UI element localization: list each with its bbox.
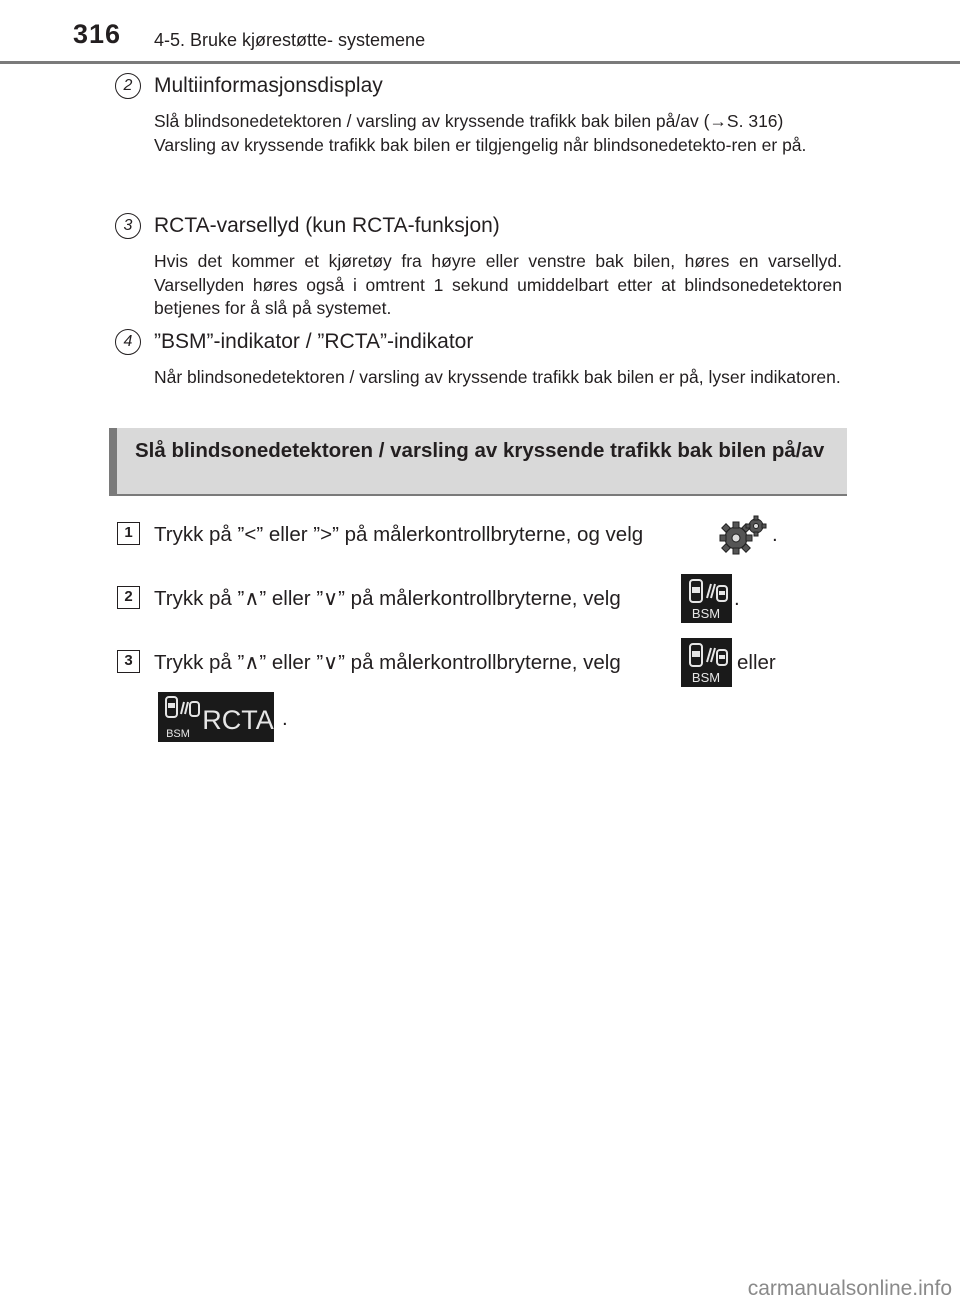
- banner-title: Slå blindsonedetektoren / varsling av kryssende trafikk bak bilen på/av: [135, 439, 825, 462]
- rcta-icon-sub-label: BSM: [166, 728, 190, 740]
- bsm-menu-icon: [681, 638, 732, 687]
- watermark: carmanualsonline.info: [747, 1277, 952, 1300]
- step-instruction: Trykk på ”∧” eller ”∨” på målerkontrollbryterne, velg: [154, 651, 621, 674]
- page-number: 316: [73, 19, 122, 49]
- rcta-icon-label: RCTA: [202, 705, 274, 735]
- callout-marker-3: 3: [115, 213, 141, 239]
- bsm-icon-label: BSM: [691, 606, 721, 621]
- settings-gear-icon: [716, 513, 772, 557]
- item-title-indikator: ”BSM”-indikator / ”RCTA”-indikator: [154, 330, 474, 353]
- step-text-2: [154, 586, 621, 612]
- step-instruction: Trykk på ”<” eller ”>” på målerkontrollbryterne, og velg: [154, 523, 644, 546]
- callout-marker-2: 2: [115, 73, 141, 99]
- paragraph: Varsling av kryssende trafikk bak bilen er tilgjengelig når blindsonedetekto-ren er på.: [154, 134, 807, 155]
- bsm-menu-icon: [681, 574, 732, 623]
- header-rule: [0, 61, 960, 64]
- step-text-3: [154, 650, 621, 676]
- step-number-2: 2: [117, 586, 140, 609]
- paragraph: Når blindsonedetektoren / varsling av kryssende trafikk bak bilen er på, lyser indikatoren.: [154, 367, 841, 387]
- callout-marker-4: 4: [115, 329, 141, 355]
- step-3-or: eller: [737, 651, 776, 674]
- step-instruction: Trykk på ”∧” eller ”∨” på målerkontrollbryterne, velg: [154, 587, 621, 610]
- item-body-multiinformasjonsdisplay: [154, 110, 842, 157]
- step-2-period: .: [734, 587, 740, 610]
- section-title: 4-5. Bruke kjørestøtte- systemene: [154, 30, 426, 50]
- item-title-multiinformasjonsdisplay: Multiinformasjonsdisplay: [154, 74, 383, 97]
- rcta-menu-icon: [158, 692, 274, 742]
- item-body-indikator: [154, 366, 842, 390]
- step-number-3: 3: [117, 650, 140, 673]
- step-1-period: .: [772, 523, 778, 546]
- item-title-rcta-varsellyd: RCTA-varsellyd (kun RCTA-funksjon): [154, 214, 500, 237]
- bsm-icon-label: BSM: [691, 670, 721, 685]
- step-text-1: [154, 522, 643, 548]
- paragraph: Hvis det kommer et kjøretøy fra høyre eller venstre bak bilen, høres en varsellyd. Varsellyden høres også i omtrent 1 sekund umiddelbart etter at blindsonedetektoren betjenes for å slå på systemet.: [154, 251, 842, 318]
- paragraph: Slå blindsonedetektoren / varsling av kryssende trafikk bak bilen på/av (→S. 316): [154, 111, 784, 131]
- section-banner: [109, 428, 847, 496]
- item-body-rcta-varsellyd: [154, 250, 842, 321]
- step-3-period: .: [282, 707, 288, 730]
- step-number-1: 1: [117, 522, 140, 545]
